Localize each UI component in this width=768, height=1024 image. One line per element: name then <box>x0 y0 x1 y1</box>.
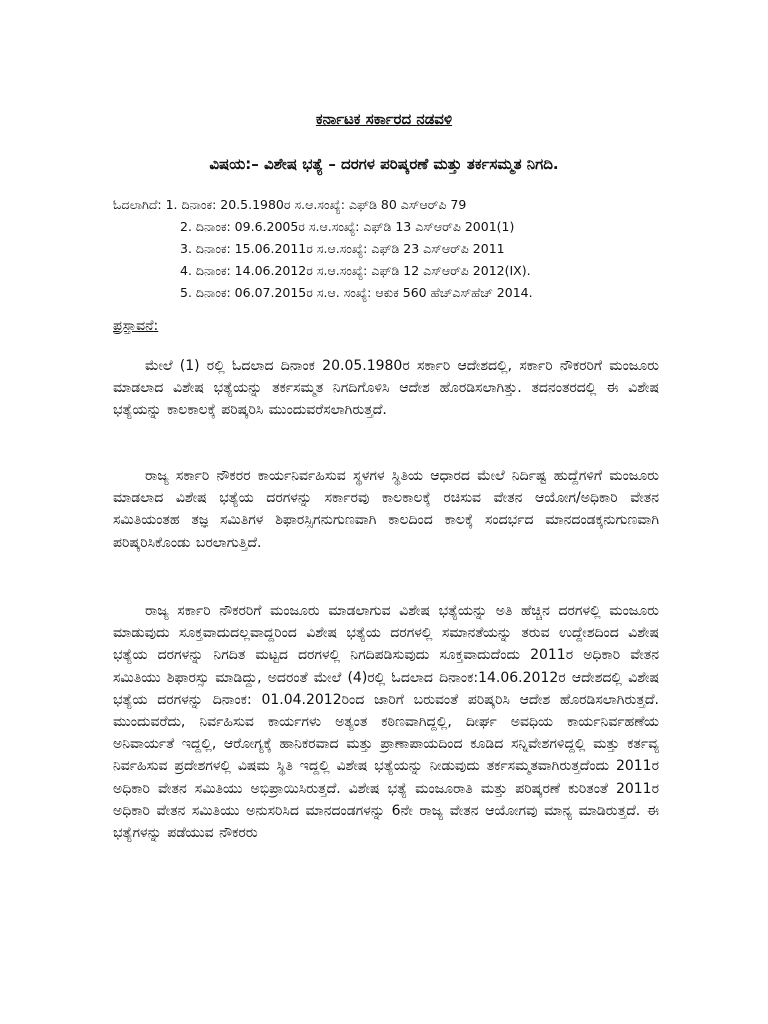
document-title: ಕರ್ನಾಟಕ ಸರ್ಕಾರದ ನಡವಳಿ <box>315 110 453 128</box>
paragraph-3 <box>113 600 659 844</box>
paragraph-1-text: ಮೇಲೆ (1) ರಲ್ಲಿ ಓದಲಾದ ದಿನಾಂಕ 20.05.1980ರ ಸರ್ಕಾರಿ ಆದೇಶದಲ್ಲಿ, ಸರ್ಕಾರಿ ನೌಕರರಿಗೆ ಮಂಜೂರು ಮಾಡಲಾದ ವಿಶೇಷ ಭತ್ಯೆಯನ್ನು ತರ್ಕಸಮ್ಮತ ನಿಗದಿಗೊಳಿಸಿ ಆದೇಶ ಹೊರಡಿಸಲಾಗಿತ್ತು. ತದನಂತರದಲ್ಲಿ ಈ ವಿಶೇಷ ಭತ್ಯೆಯನ್ನು ಕಾಲಕಾಲಕ್ಕೆ ಪರಿಷ್ಕರಿಸಿ ಮುಂದುವರೆಸಲಾಗಿರುತ್ತದೆ. <box>113 358 659 419</box>
reference-item-3: 3. ದಿನಾಂಕ: 15.06.2011ರ ಸ.ಆ.ಸಂಖ್ಯೆ: ಎಫ್‌ಡಿ 23 ಎಸ್‌ಆರ್‌ಪಿ 2011 <box>180 241 505 256</box>
reference-item-1: ಓದಲಾಗಿದೆ: 1. ದಿನಾಂಕ: 20.5.1980ರ ಸ.ಆ.ಸಂಖ್ಯೆ: ಎಫ್‌ಡಿ 80 ಎಸ್‌ಆರ್‌ಪಿ 79 <box>113 197 467 212</box>
preamble-heading: ಪ್ರಸ್ತಾವನೆ: <box>113 318 159 334</box>
paragraph-3-text: ರಾಜ್ಯ ಸರ್ಕಾರಿ ನೌಕರರಿಗೆ ಮಂಜೂರು ಮಾಡಲಾಗುವ ವಿಶೇಷ ಭತ್ಯೆಯನ್ನು ಅತಿ ಹೆಚ್ಚಿನ ದರಗಳಲ್ಲಿ ಮಂಜೂರು ಮಾಡುವುದು ಸೂಕ್ತವಾದುದಲ್ಲವಾದ್ದರಿಂದ ವಿಶೇಷ ಭತ್ಯೆಯ ದರಗಳಲ್ಲಿ ಸಮಾನತೆಯನ್ನು ತರುವ ಉದ್ದೇಶದಿಂದ ವಿಶೇಷ ಭತ್ಯೆಯ ದರಗಳನ್ನು ನಿಗದಿತ ಮಟ್ಟದ ದರಗಳಲ್ಲಿ ನಿಗದಿಪಡಿಸುವುದು ಸೂಕ್ತವಾದುದೆಂದು 2011ರ ಅಧಿಕಾರಿ ವೇತನ ಸಮಿತಿಯು ಶಿಫಾರಸ್ಸು ಮಾಡಿದ್ದು, ಅದರಂತೆ ಮೇಲೆ (4)ರಲ್ಲಿ ಓದಲಾದ ದಿನಾಂಕ:14.06.2012ರ ಆದೇಶದಲ್ಲಿ ವಿಶೇಷ ಭತ್ಯೆಯ ದರಗಳನ್ನು ದಿನಾಂಕ: 01.04.2012ರಿಂದ ಜಾರಿಗೆ ಬರುವಂತೆ ಪರಿಷ್ಕರಿಸಿ ಆದೇಶ ಹೊರಡಿಸಲಾಗಿರುತ್ತದೆ. ಮುಂದುವರೆದು, ನಿರ್ವಹಿಸುವ ಕಾರ್ಯಗಳು ಅತ್ಯಂತ ಕಠಿಣವಾಗಿದ್ದಲ್ಲಿ, ದೀರ್ಘ ಅವಧಿಯ ಕಾರ್ಯನಿರ್ವಹಣೆಯ ಅನಿವಾರ್ಯತೆ ಇದ್ದಲ್ಲಿ, ಆರೋಗ್ಯಕ್ಕೆ ಹಾನಿಕರವಾದ ಮತ್ತು ಪ್ರಾಣಾಪಾಯದಿಂದ ಕೂಡಿದ ಸನ್ನಿವೇಶಗಳಿದ್ದಲ್ಲಿ ಮತ್ತು ಕರ್ತವ್ಯ ನಿರ್ವಹಿಸುವ ಪ್ರದೇಶಗಳಲ್ಲಿ ವಿಷಮ ಸ್ಥಿತಿ ಇದ್ದಲ್ಲಿ ವಿಶೇಷ ಭತ್ಯೆಯನ್ನು ನೀಡುವುದು ತರ್ಕಸಮ್ಮತವಾಗಿರುತ್ತದೆಂದು 2011ರ ಅಧಿಕಾರಿ ವೇತನ ಸಮಿತಿಯು ಅಭಿಪ್ರಾಯಿಸಿರುತ್ತದೆ. ವಿಶೇಷ ಭತ್ಯೆ ಮಂಜೂರಾತಿ ಮತ್ತು ಪರಿಷ್ಕರಣೆ ಕುರಿತಂತೆ 2011ರ ಅಧಿಕಾರಿ ವೇತನ ಸಮಿತಿಯು ಅನುಸರಿಸಿದ ಮಾನದಂಡಗಳನ್ನು 6ನೇ ರಾಜ್ಯ ವೇತನ ಆಯೋಗವು ಮಾನ್ಯ ಮಾಡಿರುತ್ತದೆ. ಈ ಭತ್ಯೆಗಳನ್ನು ಪಡೆಯುವ ನೌಕರರು <box>113 603 659 842</box>
paragraph-1 <box>113 355 659 422</box>
reference-item-4: 4. ದಿನಾಂಕ: 14.06.2012ರ ಸ.ಆ.ಸಂಖ್ಯೆ: ಎಫ್‌ಡಿ 12 ಎಸ್‌ಆರ್‌ಪಿ 2012(IX). <box>180 263 531 278</box>
document-subject: ವಿಷಯ:– ವಿಶೇಷ ಭತ್ಯೆ – ದರಗಳ ಪರಿಷ್ಕರಣೆ ಮತ್ತು ತರ್ಕಸಮ್ಮತ ನಿಗದಿ. <box>209 155 559 173</box>
paragraph-2 <box>113 465 659 554</box>
reference-item-2: 2. ದಿನಾಂಕ: 09.6.2005ರ ಸ.ಆ.ಸಂಖ್ಯೆ: ಎಫ್‌ಡಿ 13 ಎಸ್‌ಆರ್‌ಪಿ 2001(1) <box>180 219 515 234</box>
reference-item-5: 5. ದಿನಾಂಕ: 06.07.2015ರ ಸ.ಆ. ಸಂಖ್ಯೆ: ಆಕುಕ 560 ಹೆಚ್‌ಎಸ್‌ಹೆಚ್ 2014. <box>180 285 533 300</box>
paragraph-2-text: ರಾಜ್ಯ ಸರ್ಕಾರಿ ನೌಕರರ ಕಾರ್ಯನಿರ್ವಹಿಸುವ ಸ್ಥಳಗಳ ಸ್ಥಿತಿಯ ಆಧಾರದ ಮೇಲೆ ನಿರ್ದಿಷ್ಟ ಹುದ್ದೆಗಳಿಗೆ ಮಂಜೂರು ಮಾಡಲಾದ ವಿಶೇಷ ಭತ್ಯೆಯ ದರಗಳನ್ನು ಸರ್ಕಾರವು ಕಾಲಕಾಲಕ್ಕೆ ರಚಿಸುವ ವೇತನ ಆಯೋಗ/ಅಧಿಕಾರಿ ವೇತನ ಸಮಿತಿಯಂತಹ ತಜ್ಞ ಸಮಿತಿಗಳ ಶಿಫಾರಸ್ಸಿಗನುಗುಣವಾಗಿ ಕಾಲದಿಂದ ಕಾಲಕ್ಕೆ ಸಂದರ್ಭದ ಮಾನದಂಡಕ್ಕನುಗುಣವಾಗಿ ಪರಿಷ್ಕರಿಸಿಕೊಂಡು ಬರಲಾಗುತ್ತಿದೆ. <box>113 468 659 551</box>
